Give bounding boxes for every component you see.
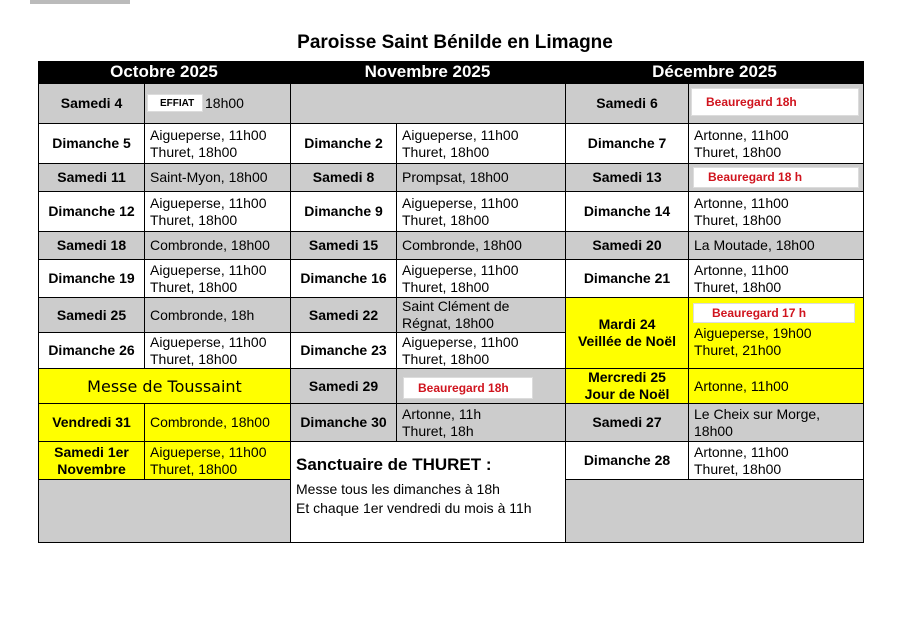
nov-r7-value (396, 297, 566, 333)
nov-r8-line2: Thuret, 18h00 (402, 350, 490, 367)
oct-r6-line2: Thuret, 18h00 (150, 278, 238, 295)
oct-r1-value (144, 83, 291, 124)
oct-r7-value: Combronde, 18h (144, 297, 291, 333)
dec-r3-label: Samedi 13 (565, 163, 689, 192)
nov-r8-line1: Aigueperse, 11h00 (402, 333, 519, 350)
dec-r6-value (688, 259, 864, 298)
nov-r6-line1: Aigueperse, 11h00 (402, 261, 519, 278)
oct-r10-value (144, 441, 291, 480)
oct-r9-label: Vendredi 31 (38, 403, 145, 442)
dec-r7-label-line1: Mardi 24 (598, 316, 656, 332)
header-november: Novembre 2025 (290, 61, 565, 83)
nov-r2-line1: Aigueperse, 11h00 (402, 126, 519, 143)
dec-r8-label-line2: Jour de Noël (584, 386, 670, 402)
nov-r6-value (396, 259, 566, 298)
nov-r5-value: Combronde, 18h00 (396, 231, 566, 260)
sanctuaire-line2: Et chaque 1er vendredi du mois à 11h (296, 500, 532, 516)
dec-r10-value (688, 441, 864, 480)
dec-r7-line2: Thuret, 21h00 (694, 342, 782, 358)
oct-r3-value: Saint-Myon, 18h00 (144, 163, 291, 192)
nov-r9-value (396, 368, 566, 404)
oct-r2-line2: Thuret, 18h00 (150, 143, 238, 160)
sanctuaire-title: Sanctuaire de THURET : (296, 455, 492, 474)
oct-r10-line1: Aigueperse, 11h00 (150, 443, 267, 460)
page-title: Paroisse Saint Bénilde en Limagne (297, 32, 613, 53)
dec-r10-line2: Thuret, 18h00 (694, 460, 782, 477)
oct-r10-label-line2: Novembre (57, 460, 126, 477)
sanctuaire-line1: Messe tous les dimanches à 18h (296, 481, 500, 497)
oct-r1-label: Samedi 4 (38, 83, 145, 124)
top-edge-bar (30, 0, 130, 4)
oct-r1-time: 18h00 (205, 95, 244, 111)
dec-r4-label: Dimanche 14 (565, 191, 689, 232)
oct-r10-label-line1: Samedi 1er (54, 443, 129, 460)
nov-r8-label: Dimanche 23 (290, 332, 397, 369)
beauregard-badge: Beauregard 18 h (693, 167, 859, 188)
nov-r3-value: Prompsat, 18h00 (396, 163, 566, 192)
oct-r5-label: Samedi 18 (38, 231, 145, 260)
oct-r6-label: Dimanche 19 (38, 259, 145, 298)
dec-r2-label: Dimanche 7 (565, 123, 689, 164)
dec-r5-value: La Moutade, 18h00 (688, 231, 864, 260)
nov-r10-label: Dimanche 30 (290, 403, 397, 442)
toussaint-banner: Messe de Toussaint (38, 368, 291, 404)
beauregard-badge: Beauregard 18h (691, 88, 859, 116)
dec-r6-label: Dimanche 21 (565, 259, 689, 298)
oct-r5-value: Combronde, 18h00 (144, 231, 291, 260)
oct-r4-label: Dimanche 12 (38, 191, 145, 232)
dec-r7-line1: Aigueperse, 19h00 (694, 325, 812, 341)
dec-r4-line1: Artonne, 11h00 (694, 194, 789, 211)
dec-r7-label (565, 297, 689, 369)
oct-r2-value (144, 123, 291, 164)
dec-r9-label: Samedi 27 (565, 403, 689, 442)
dec-r4-line2: Thuret, 18h00 (694, 211, 782, 228)
oct-empty-cell (38, 479, 291, 543)
oct-r2-line1: Aigueperse, 11h00 (150, 126, 267, 143)
oct-r4-value (144, 191, 291, 232)
nov-r6-line2: Thuret, 18h00 (402, 278, 490, 295)
dec-r6-line1: Artonne, 11h00 (694, 261, 789, 278)
nov-r10-line2: Thuret, 18h (402, 422, 474, 439)
nov-r7-label: Samedi 22 (290, 297, 397, 333)
dec-r6-line2: Thuret, 18h00 (694, 278, 782, 295)
dec-r2-value (688, 123, 864, 164)
oct-r6-line1: Aigueperse, 11h00 (150, 261, 267, 278)
dec-r8-label-line1: Mercredi 25 (588, 369, 666, 385)
dec-r2-line2: Thuret, 18h00 (694, 143, 782, 160)
nov-r4-value (396, 191, 566, 232)
nov-r6-label: Dimanche 16 (290, 259, 397, 298)
nov-r8-value (396, 332, 566, 369)
nov-r2-value (396, 123, 566, 164)
nov-r5-label: Samedi 15 (290, 231, 397, 260)
nov-r2-label: Dimanche 2 (290, 123, 397, 164)
dec-r8-label (565, 368, 689, 404)
dec-empty-cell (565, 479, 864, 543)
nov-r3-label: Samedi 8 (290, 163, 397, 192)
oct-r3-label: Samedi 11 (38, 163, 145, 192)
dec-r4-value (688, 191, 864, 232)
dec-r2-line1: Artonne, 11h00 (694, 126, 789, 143)
header-october: Octobre 2025 (38, 61, 290, 83)
oct-r8-label: Dimanche 26 (38, 332, 145, 369)
oct-r8-value (144, 332, 291, 369)
dec-r8-value: Artonne, 11h00 (688, 368, 864, 404)
dec-r1-value (688, 83, 864, 124)
oct-r10-line2: Thuret, 18h00 (150, 460, 238, 477)
dec-r9-line2: 18h00 (694, 422, 733, 439)
oct-r2-label: Dimanche 5 (38, 123, 145, 164)
dec-r3-value (688, 163, 864, 192)
dec-r9-value (688, 403, 864, 442)
nov-r2-line2: Thuret, 18h00 (402, 143, 490, 160)
dec-r1-label: Samedi 6 (565, 83, 689, 124)
dec-r7-value (688, 297, 864, 369)
sanctuaire-box (290, 441, 566, 543)
nov-r10-line1: Artonne, 11h (402, 405, 482, 422)
oct-r7-label: Samedi 25 (38, 297, 145, 333)
oct-r6-value (144, 259, 291, 298)
nov-empty-top (290, 83, 566, 124)
oct-r4-line1: Aigueperse, 11h00 (150, 194, 267, 211)
header-december: Décembre 2025 (565, 61, 864, 83)
dec-r10-label: Dimanche 28 (565, 441, 689, 480)
effiat-badge: EFFIAT (147, 94, 203, 112)
oct-r8-line1: Aigueperse, 11h00 (150, 333, 267, 350)
nov-r9-label: Samedi 29 (290, 368, 397, 404)
oct-r10-label (38, 441, 145, 480)
oct-r8-line2: Thuret, 18h00 (150, 350, 238, 367)
nov-r4-label: Dimanche 9 (290, 191, 397, 232)
nov-r10-value (396, 403, 566, 442)
nov-r7-line2: Régnat, 18h00 (402, 315, 494, 331)
beauregard-badge: Beauregard 18h (403, 377, 533, 399)
dec-r9-line1: Le Cheix sur Morge, (694, 405, 821, 422)
nov-r4-line1: Aigueperse, 11h00 (402, 194, 519, 211)
dec-r7-label-line2: Veillée de Noël (577, 333, 677, 349)
dec-r5-label: Samedi 20 (565, 231, 689, 260)
dec-r10-line1: Artonne, 11h00 (694, 443, 789, 460)
nov-r7-line1: Saint Clément de (402, 298, 510, 314)
nov-r4-line2: Thuret, 18h00 (402, 211, 490, 228)
oct-r9-value: Combronde, 18h00 (144, 403, 291, 442)
oct-r4-line2: Thuret, 18h00 (150, 211, 238, 228)
beauregard-badge: Beauregard 17 h (693, 303, 855, 323)
